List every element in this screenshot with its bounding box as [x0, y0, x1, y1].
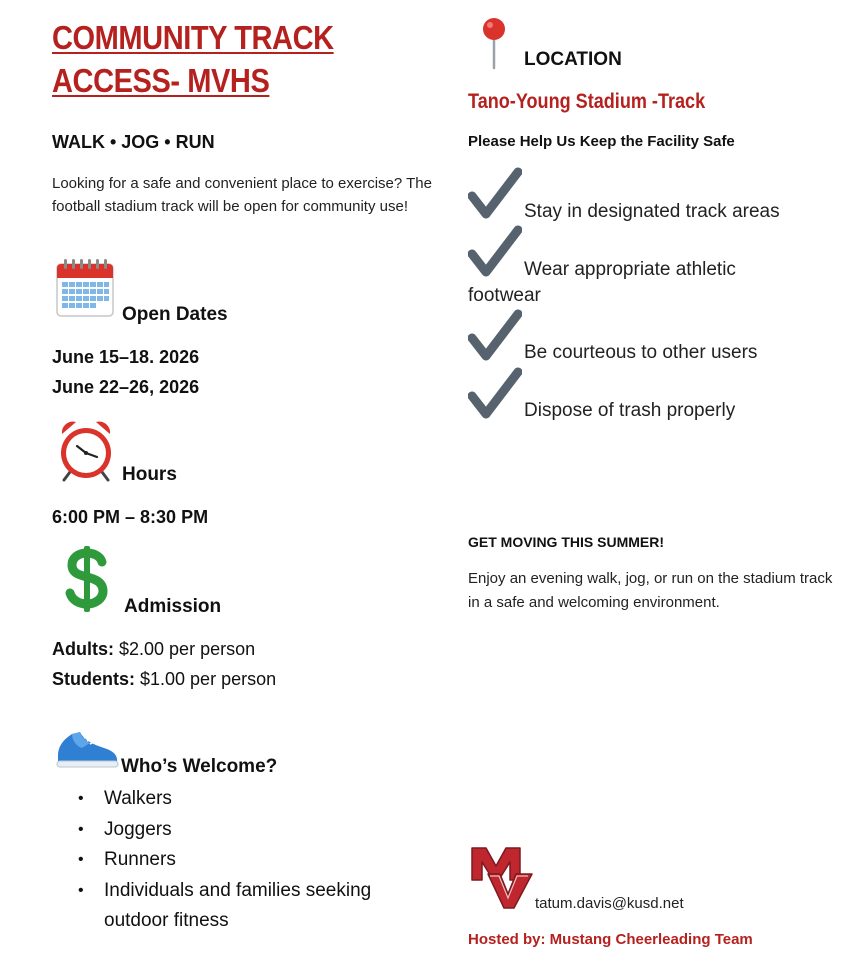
student-price: Students: $1.00 per person: [52, 669, 277, 689]
get-moving-heading: GET MOVING THIS SUMMER!: [468, 534, 664, 550]
safety-rule-2-line-2: footwear: [468, 285, 541, 306]
get-moving-text: Enjoy an evening walk, jog, or run on the stadium track in a safe and welcoming environment.: [468, 570, 833, 611]
adult-price: Adults: $2.00 per person: [52, 639, 256, 659]
welcome-heading: Who’s Welcome?: [121, 756, 278, 777]
safety-rule-4: Dispose of trash properly: [524, 400, 736, 421]
page-title: [52, 16, 334, 102]
running-shoe-icon: [54, 728, 120, 774]
title-line-2: ACCESS- MVHS: [52, 62, 270, 99]
open-date-2: June 22–26, 2026: [52, 377, 200, 397]
hosted-by: Hosted by: Mustang Cheerleading Team: [468, 931, 753, 948]
open-date-1: June 15–18. 2026: [52, 347, 200, 367]
list-item: • Runners: [78, 845, 428, 876]
list-item: • Walkers: [78, 784, 428, 815]
alarm-clock-icon: [56, 418, 116, 482]
list-item: • Individuals and families seeking outdoor fitness: [78, 876, 428, 937]
safety-rule-1: Stay in designated track areas: [524, 201, 780, 222]
safety-heading: Please Help Us Keep the Facility Safe: [468, 133, 735, 150]
tagline: WALK • JOG • RUN: [52, 132, 215, 152]
checkmark-icon: [468, 308, 522, 362]
location-label: LOCATION: [524, 49, 622, 70]
checkmark-icon: [468, 366, 522, 420]
welcome-list: [78, 784, 428, 937]
contact-email[interactable]: tatum.davis@kusd.net: [535, 895, 684, 912]
safety-rule-3: Be courteous to other users: [524, 342, 758, 363]
hours-time: 6:00 PM – 8:30 PM: [52, 507, 209, 527]
intro-text: Looking for a safe and convenient place to exercise? The football stadium track will be open for community use!: [52, 175, 432, 215]
dollar-sign-icon: [64, 544, 110, 614]
map-pin-icon: [478, 16, 510, 72]
list-item: • Joggers: [78, 815, 428, 846]
mv-logo-icon: [470, 844, 536, 910]
admission-heading: Admission: [124, 596, 222, 617]
calendar-icon: [55, 258, 115, 318]
safety-rule-2-line-1: Wear appropriate athletic: [524, 259, 736, 280]
checkmark-icon: [468, 224, 522, 278]
hours-heading: Hours: [122, 464, 177, 485]
title-line-1: COMMUNITY TRACK: [52, 19, 334, 56]
stadium-name: Tano-Young Stadium -Track: [468, 90, 706, 113]
open-dates-heading: Open Dates: [122, 304, 228, 325]
checkmark-icon: [468, 166, 522, 220]
